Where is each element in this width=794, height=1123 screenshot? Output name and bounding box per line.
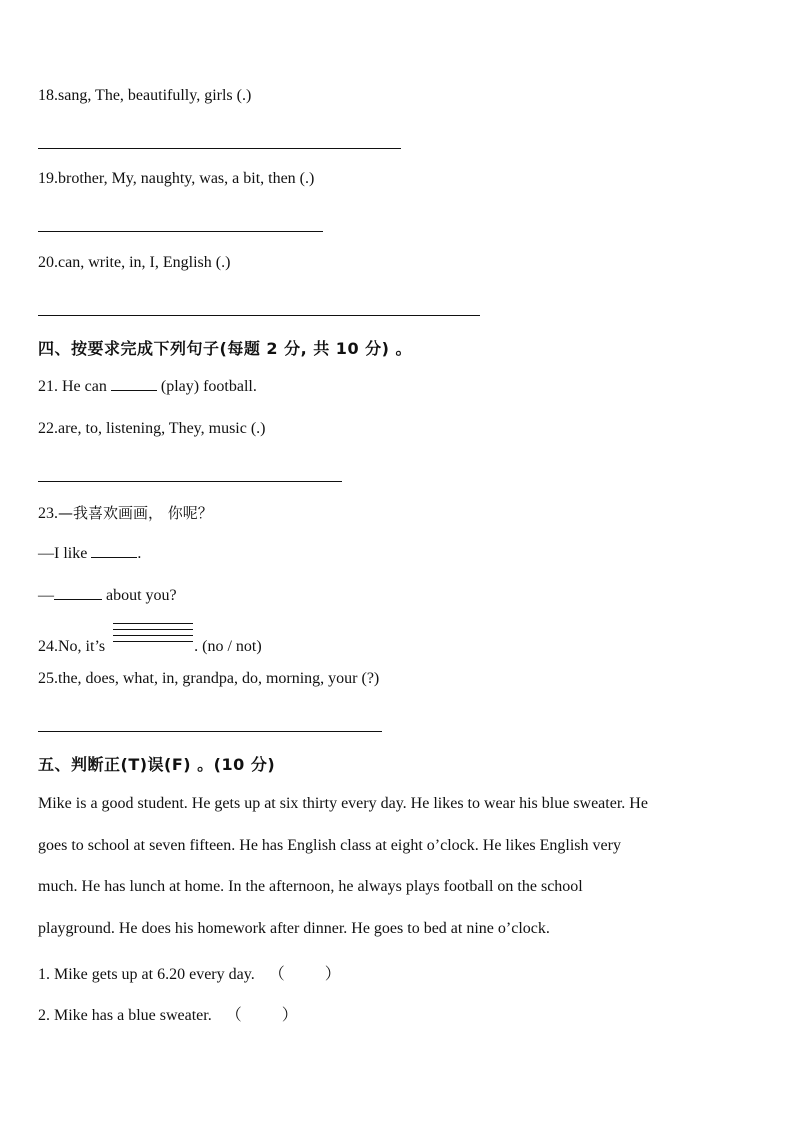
answer-paren[interactable]: （ ） (225, 1007, 298, 1024)
answer-line-25[interactable] (38, 731, 382, 732)
question-23-line-1 (38, 545, 141, 563)
question-words: sang, The, beautifully, girls (.) (58, 87, 252, 104)
question-text-after: (play) football. (160, 378, 257, 395)
question-20 (38, 254, 230, 272)
question-number: 24. (38, 638, 58, 655)
reading-passage (38, 783, 758, 949)
fill-blank-23b[interactable] (54, 599, 102, 600)
answer-paren[interactable]: （ ） (268, 966, 341, 983)
passage-line: playground. He does his homework after dinner. He goes to bed at nine o’clock. (38, 919, 550, 937)
question-number: 20. (38, 254, 58, 271)
section-4-heading: 四、按要求完成下列句子(每题 2 分, 共 10 分) 。 (38, 339, 413, 358)
passage-line: much. He has lunch at home. In the afternoon, he always plays football on the school (38, 878, 583, 896)
question-number: 22. (38, 420, 58, 437)
question-23-line-2 (38, 587, 177, 605)
question-prompt: —我喜欢画画， 你呢？ (58, 504, 213, 522)
fill-blank-24[interactable] (113, 633, 193, 655)
passage-line: goes to school at seven fifteen. He has English class at eight o’clock. He likes English very (38, 836, 621, 854)
answer-line-19[interactable] (38, 231, 323, 232)
section-5-heading: 五、判断正(T)误(F) 。(10 分) (38, 755, 276, 774)
question-text-before: He can (58, 378, 107, 395)
question-number: 23. (38, 505, 58, 522)
question-number: 19. (38, 170, 58, 187)
answer-line-20[interactable] (38, 315, 480, 316)
question-19 (38, 170, 314, 188)
question-23 (38, 502, 213, 523)
dialogue-text: — (38, 587, 54, 604)
question-text-after: . (no / not) (194, 638, 262, 655)
fill-blank-23a[interactable] (91, 557, 137, 558)
dialogue-text: —I like (38, 545, 88, 562)
question-words: the, does, what, in, grandpa, do, morning, your (?) (58, 670, 380, 687)
question-words: can, write, in, I, English (.) (58, 254, 231, 271)
question-number: 18. (38, 87, 58, 104)
answer-line-18[interactable] (38, 148, 401, 149)
dialogue-text: about you? (106, 587, 177, 604)
statement-text: 1. Mike gets up at 6.20 every day. (38, 966, 255, 983)
true-false-item-1 (38, 961, 341, 984)
question-21 (38, 378, 257, 396)
fill-blank-21[interactable] (111, 390, 157, 391)
question-22 (38, 420, 266, 438)
question-25 (38, 670, 379, 688)
question-words: brother, My, naughty, was, a bit, then (.) (58, 170, 315, 187)
passage-line: Mike is a good student. He gets up at six thirty every day. He likes to wear his blue sweater. He (38, 795, 648, 812)
question-text-before: No, it’s (58, 638, 106, 655)
statement-text: 2. Mike has a blue sweater. (38, 1007, 212, 1024)
answer-line-22[interactable] (38, 481, 342, 482)
dialogue-text: . (137, 545, 142, 562)
question-number: 21. (38, 378, 58, 395)
question-18 (38, 87, 251, 105)
question-number: 25. (38, 670, 58, 687)
true-false-item-2 (38, 1002, 298, 1025)
question-24 (38, 633, 262, 656)
question-words: are, to, listening, They, music (.) (58, 420, 266, 437)
